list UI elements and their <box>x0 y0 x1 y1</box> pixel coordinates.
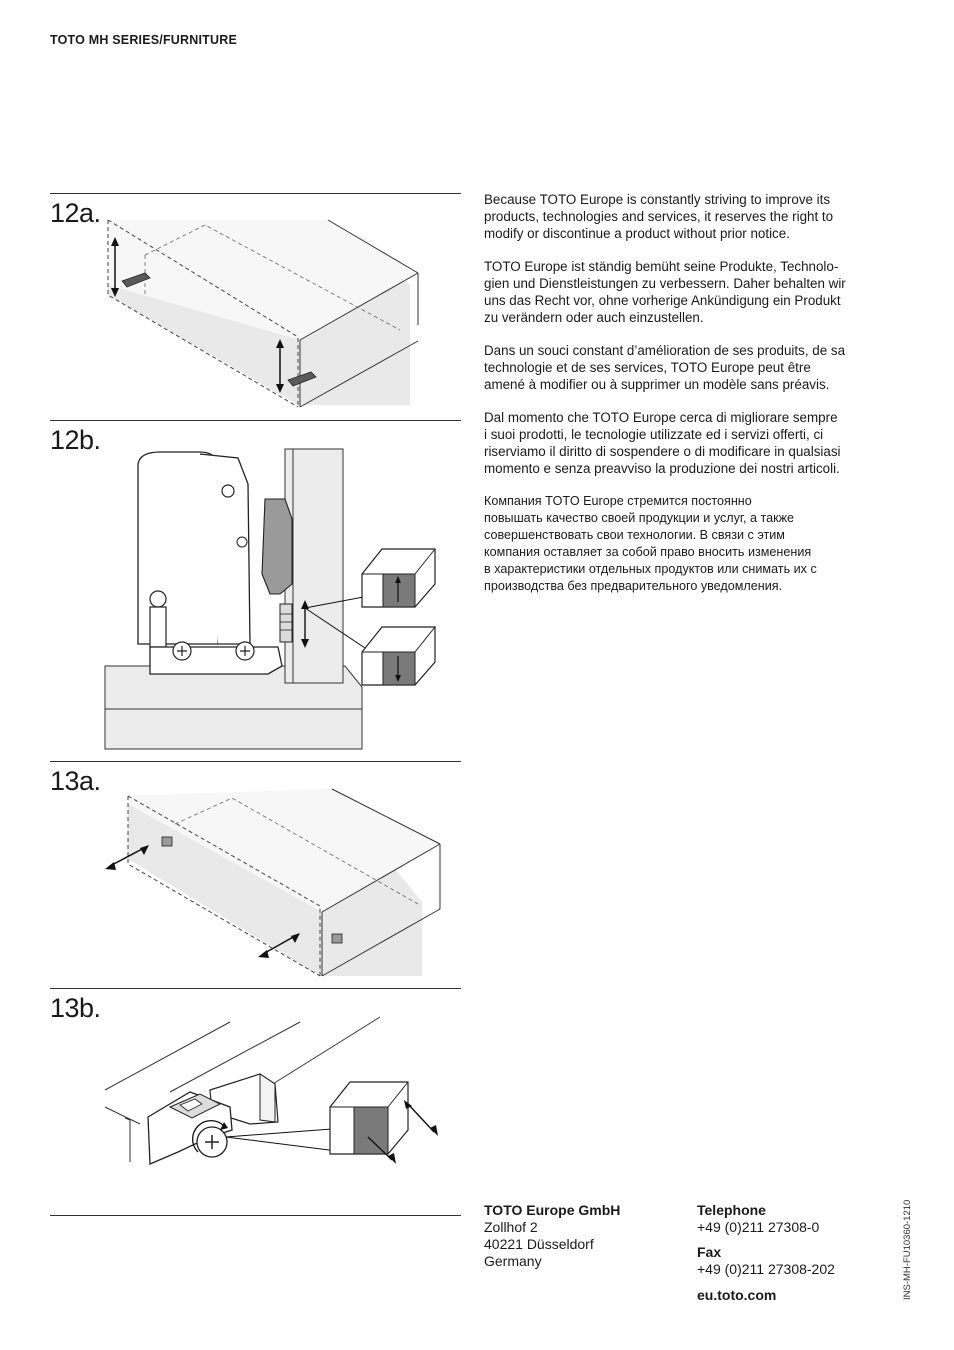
notice-german: TOTO Europe ist ständig bemüht seine Produkte, Technolo- gien und Dienstleistungen zu verbessern. Daher behalten wir uns das Recht vor, ohne vorherige Ankündigung ein Produkt zu verändern oder auch einzustellen. <box>484 259 846 325</box>
company-contact <box>697 1202 835 1304</box>
company-address <box>484 1202 620 1270</box>
address-country: Germany <box>484 1253 542 1269</box>
notice-russian: Компания TOTO Europe стремится постоянно повышать качество своей продукции и услуг, а также совершенствовать свои технологии. В связи с этим компания оставляет за собой право вносить изменения в характеристики отдельных продуктов или снимать их с производства без предварительного уведомления. <box>484 494 817 593</box>
drawer-depth-adjust-drawing <box>100 784 445 979</box>
notice-french: Dans un souci constant d’amélioration de ses produits, de sa technologie et de ses services, TOTO Europe peut être amené à modifier ou à supprimer un modèle sans préavis. <box>484 343 846 392</box>
hinge-cross-section-drawing <box>100 444 445 754</box>
bottom-divider <box>50 1215 461 1216</box>
step-12a-illustration <box>100 215 425 415</box>
step-12b-label: 12b. <box>50 425 101 455</box>
company-name: TOTO Europe GmbH <box>484 1202 621 1218</box>
notice-italian: Dal momento che TOTO Europe cerca di migliorare sempre i suoi prodotti, le tecnologie utilizzate ed i servizi offerti, ci riserviamo il diritto di sospendere o di modificare in qualsiasi momento e senza preavviso la produzione dei nostri articoli. <box>484 410 841 476</box>
address-city: 40221 Düsseldorf <box>484 1236 594 1252</box>
document-code: INS-MH-FU10360-1210 <box>902 1199 913 1300</box>
step-13a-divider <box>50 761 461 762</box>
step-13a-label: 13a. <box>50 766 101 796</box>
drawer-front-clip-install-drawing <box>100 215 425 415</box>
fax-number: +49 (0)211 27308-202 <box>697 1261 835 1277</box>
step-13b-divider <box>50 988 461 989</box>
step-12b-divider <box>50 420 461 421</box>
step-13b-illustration <box>100 1012 445 1172</box>
telephone-number: +49 (0)211 27308-0 <box>697 1219 820 1235</box>
step-13b-label: 13b. <box>50 993 101 1023</box>
step-12a-divider <box>50 193 461 194</box>
telephone-label: Telephone <box>697 1202 766 1218</box>
address-street: Zollhof 2 <box>484 1219 538 1235</box>
step-12a-label: 12a. <box>50 198 101 228</box>
notice-english: Because TOTO Europe is constantly striving to improve its products, technologies and services, it reserves the right to modify or discontinue a product without prior notice. <box>484 192 834 241</box>
depth-adjust-cam-drawing <box>100 1012 445 1172</box>
document-header: TOTO MH SERIES/FURNITURE <box>50 33 237 47</box>
step-13a-illustration <box>100 784 445 979</box>
step-12b-illustration <box>100 444 445 754</box>
fax-label: Fax <box>697 1244 722 1260</box>
website-link[interactable]: eu.toto.com <box>697 1287 777 1303</box>
product-notice <box>484 191 894 611</box>
